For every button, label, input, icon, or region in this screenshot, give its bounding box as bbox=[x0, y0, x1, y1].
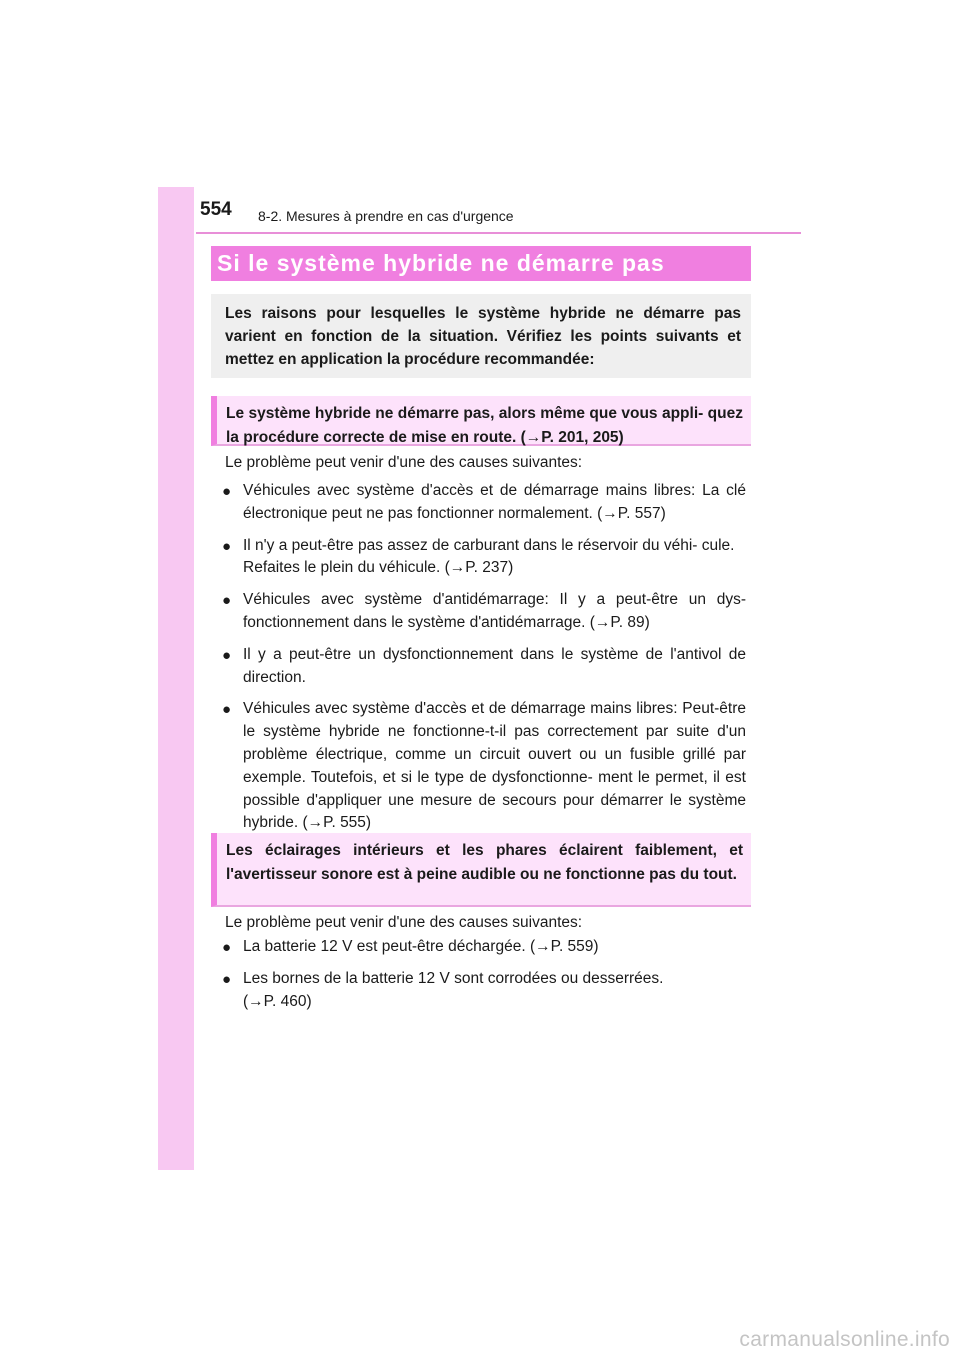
list-item bbox=[222, 480, 746, 526]
subheading-1-text: Le système hybride ne démarre pas, alors même que vous appli- quez la procédure correcte de mise en route. (→P. 201, 205) bbox=[226, 405, 743, 446]
intro-box bbox=[211, 294, 751, 378]
subheading-1 bbox=[211, 396, 751, 446]
list-item bbox=[222, 936, 746, 959]
list-item bbox=[222, 698, 746, 835]
list-item-text: Les bornes de la batterie 12 V sont corrodées ou desserrées. (→P. 460) bbox=[243, 969, 664, 1010]
list-item-text: Il y a peut-être un dysfonctionnement dans le système de l'antivol de direction. bbox=[243, 645, 746, 686]
bullet-icon: ● bbox=[222, 939, 232, 956]
intro-text: Les raisons pour lesquelles le système hybride ne démarre pas varient en fonction de la situation. Vérifiez les points suivants et mettez en application la procédure recommandée: bbox=[225, 305, 741, 368]
page-number: 554 bbox=[200, 199, 232, 220]
bullet-icon: ● bbox=[222, 646, 232, 664]
bullet-icon: ● bbox=[222, 537, 232, 555]
bullet-icon: ● bbox=[222, 970, 232, 988]
header-rule bbox=[196, 232, 801, 234]
bullet-icon: ● bbox=[222, 483, 232, 500]
list-item bbox=[222, 535, 746, 581]
list-item bbox=[222, 644, 746, 690]
lead-text-2: Le problème peut venir d'une des causes suivantes: bbox=[225, 914, 583, 931]
bullet-icon: ● bbox=[222, 592, 232, 610]
title-banner bbox=[211, 246, 751, 281]
list-item-text: Véhicules avec système d'accès et de démarrage mains libres: Peut-être le système hybride ne fonctionne-t-il pas correctement par suite d'un problème électrique, comme un circuit ouvert ou un fusible grillé par exemple. Toutefois, et si le type de dysfonctionne- ment le permet, il est possible d'appliquer une mesure de secours pour démarrer le système hybride. (→P. 555) bbox=[243, 700, 746, 832]
bullet-list-1 bbox=[222, 480, 746, 844]
list-item bbox=[222, 968, 746, 1014]
section-label: 8-2. Mesures à prendre en cas d'urgence bbox=[258, 208, 514, 224]
page-title: Si le système hybride ne démarre pas bbox=[217, 250, 665, 276]
list-item bbox=[222, 589, 746, 635]
list-item-text: Véhicules avec système d'accès et de démarrage mains libres: La clé électronique peut ne pas fonctionner normalement. (→P. 557) bbox=[243, 482, 746, 522]
list-item-text: Véhicules avec système d'antidémarrage: Il y a peut-être un dys- fonctionnement dans le système d'antidémarrage. (→P. 89) bbox=[243, 591, 746, 631]
subheading-2-text: Les éclairages intérieurs et les phares éclairent faiblement, et l'avertisseur sonore est à peine audible ou ne fonctionne pas du tout. bbox=[226, 842, 743, 883]
subheading-2 bbox=[211, 833, 751, 907]
chapter-side-band bbox=[158, 187, 194, 1170]
list-item-text: La batterie 12 V est peut-être déchargée. (→P. 559) bbox=[243, 938, 599, 955]
list-item-text: Il n'y a peut-être pas assez de carburant dans le réservoir du véhi- cule. Refaites le plein du véhicule. (→P. 237) bbox=[243, 536, 735, 577]
watermark: carmanualsonline.info bbox=[739, 1328, 950, 1351]
lead-text-1: Le problème peut venir d'une des causes suivantes: bbox=[225, 454, 583, 471]
bullet-icon: ● bbox=[222, 701, 232, 719]
bullet-list-2 bbox=[222, 936, 746, 1022]
